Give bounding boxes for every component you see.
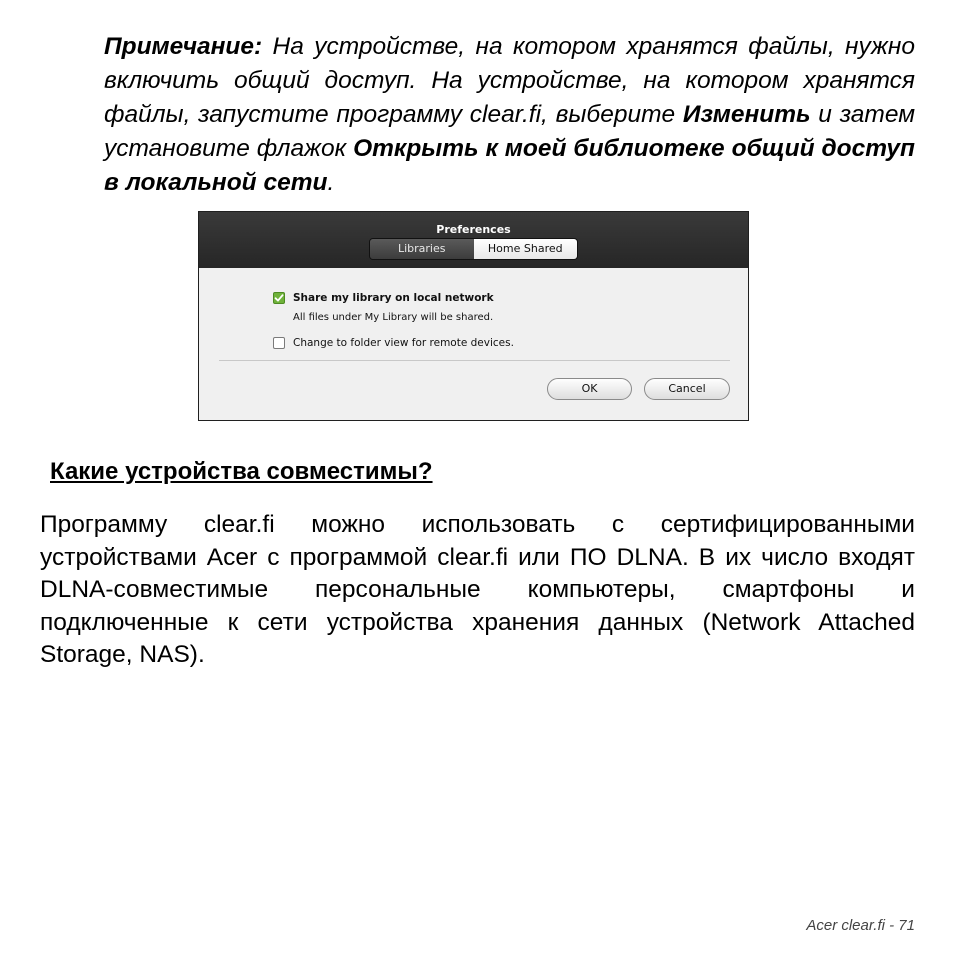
folder-view-label: Change to folder view for remote devices. xyxy=(293,337,514,349)
tab-home-shared[interactable]: Home Shared xyxy=(474,239,578,259)
note-text-2: и затем установите флажок xyxy=(104,101,915,162)
preferences-dialog xyxy=(198,211,749,421)
section-body: Программу clear.fi можно использовать с сертифицированными устройствами Acer с программой clear.fi или ПО DLNA. В их число входят DLNA-совместимые персональные компьютеры, смартфоны и подключенные к сети устройства хранения данных (Network Attached Storage, NAS). xyxy=(40,511,915,668)
dialog-title: Preferences xyxy=(436,223,511,236)
dialog-header xyxy=(199,212,748,268)
dialog-tabs xyxy=(369,238,578,260)
folder-view-checkbox[interactable] xyxy=(273,337,285,349)
folder-view-option[interactable] xyxy=(273,337,514,349)
note-bold-share-option: Открыть к моей библиотеке общий доступ в локальной сети xyxy=(104,135,915,196)
checkmark-icon xyxy=(274,293,284,303)
note-text-1: На устройстве, на котором хранятся файлы, нужно включить общий доступ. На устройстве, на котором хранятся файлы, запустите программу clear.fi, выберите xyxy=(104,33,915,128)
share-library-description: All files under My Library will be shared. xyxy=(293,312,494,323)
cancel-button[interactable]: Cancel xyxy=(644,378,730,400)
tab-libraries[interactable]: Libraries xyxy=(370,239,474,259)
note-text-3: . xyxy=(327,169,335,196)
ok-button[interactable]: OK xyxy=(547,378,632,400)
note-paragraph xyxy=(104,30,915,200)
section-heading: Какие устройства совместимы? xyxy=(50,458,433,485)
share-library-label: Share my library on local network xyxy=(293,292,494,304)
page-footer: Acer clear.fi - 71 xyxy=(806,917,915,934)
share-library-option[interactable] xyxy=(273,292,494,304)
note-label: Примечание: xyxy=(104,33,263,60)
share-library-checkbox[interactable] xyxy=(273,292,285,304)
dialog-separator xyxy=(219,360,730,361)
note-bold-change: Изменить xyxy=(682,101,811,128)
